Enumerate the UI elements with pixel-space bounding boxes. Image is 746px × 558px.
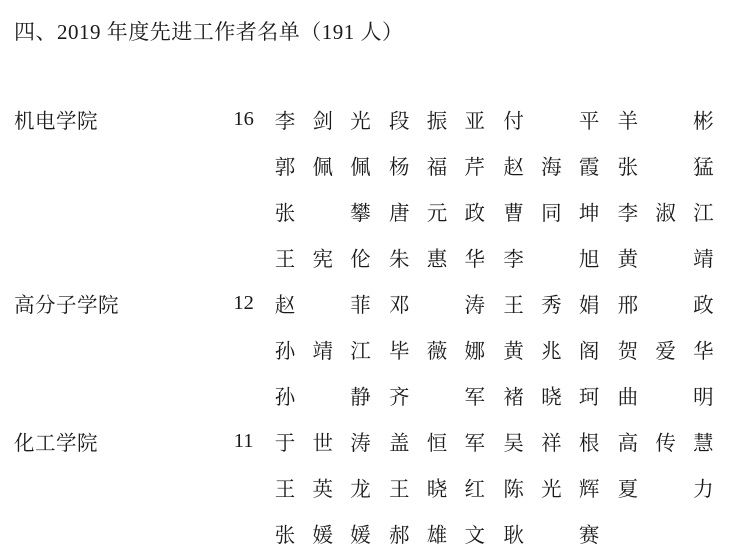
person-name: 郭佩佩 xyxy=(274,157,371,179)
person-name: 唐元政 xyxy=(389,203,486,225)
person-name: 毕薇娜 xyxy=(389,341,486,363)
person-name: 贺爱华 xyxy=(617,341,714,363)
person-name: 曲 明 xyxy=(617,387,714,409)
unit-name-cell xyxy=(14,418,213,464)
person-name-cell xyxy=(275,188,389,234)
person-name: 王秀娟 xyxy=(503,295,600,317)
table-row xyxy=(14,372,732,418)
unit-name-cell xyxy=(14,280,213,326)
person-name-cell xyxy=(618,372,732,418)
table-row xyxy=(14,510,732,556)
person-name-cell xyxy=(275,142,389,188)
person-name: 付 平 xyxy=(503,111,600,133)
unit-name-cell xyxy=(14,326,213,372)
person-name-cell xyxy=(389,142,503,188)
person-name: 李剑光 xyxy=(274,111,371,133)
person-name-cell xyxy=(275,372,389,418)
person-name: 段振亚 xyxy=(389,111,486,133)
unit-name-cell xyxy=(14,510,213,556)
person-name: 赵 菲 xyxy=(274,295,371,317)
person-name-cell xyxy=(275,464,389,510)
unit-count-cell xyxy=(213,372,275,418)
table-row xyxy=(14,188,732,234)
person-name: 孙靖江 xyxy=(274,341,371,363)
person-name-cell xyxy=(389,464,503,510)
unit-name: 机电学院 xyxy=(14,111,98,133)
person-name-cell xyxy=(275,96,389,142)
person-name-cell xyxy=(503,188,617,234)
person-name: 黄兆阁 xyxy=(503,341,600,363)
unit-name: 化工学院 xyxy=(14,433,98,455)
unit-count-cell xyxy=(213,326,275,372)
person-name-cell xyxy=(275,418,389,464)
person-name-cell xyxy=(389,372,503,418)
person-name-cell xyxy=(275,280,389,326)
person-name: 吴祥根 xyxy=(503,433,600,455)
table-row xyxy=(14,326,732,372)
person-name: 褚晓珂 xyxy=(503,387,600,409)
person-name: 盖恒军 xyxy=(389,433,486,455)
person-name-cell xyxy=(503,418,617,464)
person-name: 于世涛 xyxy=(274,433,371,455)
person-name-cell xyxy=(389,188,503,234)
unit-count-cell xyxy=(213,188,275,234)
person-name-cell xyxy=(389,326,503,372)
unit-count-cell xyxy=(213,234,275,280)
person-name-cell xyxy=(275,234,389,280)
person-name: 王宪伦 xyxy=(274,249,371,271)
unit-count-cell xyxy=(213,510,275,556)
unit-name: 高分子学院 xyxy=(14,295,119,317)
person-name-cell xyxy=(503,510,617,556)
person-name: 李淑江 xyxy=(617,203,714,225)
unit-name-cell xyxy=(14,234,213,280)
person-name: 朱惠华 xyxy=(389,249,486,271)
unit-count-cell xyxy=(213,464,275,510)
person-name: 邓 涛 xyxy=(389,295,486,317)
unit-name-cell xyxy=(14,142,213,188)
person-name: 高传慧 xyxy=(617,433,714,455)
unit-count-cell xyxy=(213,418,275,464)
table-row xyxy=(14,464,732,510)
page-title: 四、2019 年度先进工作者名单（191 人） xyxy=(14,20,404,44)
person-name-cell xyxy=(389,418,503,464)
unit-name-cell xyxy=(14,464,213,510)
person-name: 李 旭 xyxy=(503,249,600,271)
person-name: 夏 力 xyxy=(617,479,714,501)
unit-count-cell xyxy=(213,280,275,326)
person-name: 邢 政 xyxy=(617,295,714,317)
person-name-cell xyxy=(618,188,732,234)
person-name-cell xyxy=(275,326,389,372)
person-name-cell xyxy=(275,510,389,556)
person-name-cell xyxy=(389,280,503,326)
person-name: 黄 靖 xyxy=(617,249,714,271)
person-name: 齐 军 xyxy=(389,387,486,409)
person-name: 羊 彬 xyxy=(617,111,714,133)
person-name: 王晓红 xyxy=(389,479,486,501)
person-name-cell xyxy=(618,234,732,280)
person-name-cell xyxy=(503,280,617,326)
person-name-cell xyxy=(389,96,503,142)
person-name-cell xyxy=(618,510,732,556)
person-name-cell xyxy=(389,234,503,280)
person-name: 杨福芹 xyxy=(389,157,486,179)
person-name: 张 猛 xyxy=(617,157,714,179)
person-name-cell xyxy=(618,142,732,188)
unit-name-cell xyxy=(14,372,213,418)
person-name-cell xyxy=(618,280,732,326)
person-name: 张媛媛 xyxy=(274,525,371,547)
unit-count: 11 xyxy=(233,429,254,452)
person-name-cell xyxy=(503,372,617,418)
person-name-cell xyxy=(618,418,732,464)
unit-count-cell xyxy=(213,96,275,142)
person-name: 孙 静 xyxy=(274,387,371,409)
unit-name-cell xyxy=(14,96,213,142)
person-name: 张 攀 xyxy=(274,203,371,225)
table-row xyxy=(14,280,732,326)
person-name-cell xyxy=(618,96,732,142)
unit-count: 16 xyxy=(233,107,254,130)
unit-count: 12 xyxy=(233,291,254,314)
unit-name-cell xyxy=(14,188,213,234)
person-name-cell xyxy=(503,326,617,372)
person-name: 赵海霞 xyxy=(503,157,600,179)
unit-count-cell xyxy=(213,142,275,188)
person-name: 陈光辉 xyxy=(503,479,600,501)
person-name: 耿 赛 xyxy=(503,525,600,547)
person-name-cell xyxy=(503,234,617,280)
person-name: 王英龙 xyxy=(274,479,371,501)
person-name-cell xyxy=(503,142,617,188)
person-name-cell xyxy=(618,326,732,372)
table-row xyxy=(14,418,732,464)
person-name-cell xyxy=(503,96,617,142)
person-name-cell xyxy=(618,464,732,510)
advanced-workers-roster-table xyxy=(14,96,732,556)
table-row xyxy=(14,96,732,142)
person-name: 曹同坤 xyxy=(503,203,600,225)
table-row xyxy=(14,142,732,188)
person-name: 郝雄文 xyxy=(389,525,486,547)
table-row xyxy=(14,234,732,280)
person-name-cell xyxy=(389,510,503,556)
person-name-cell xyxy=(503,464,617,510)
